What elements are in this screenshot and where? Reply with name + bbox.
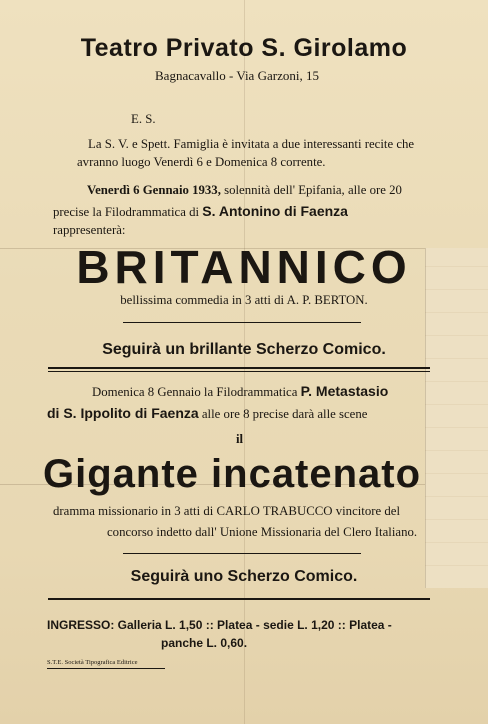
first-event-line-1 <box>87 183 402 198</box>
second-company-a: P. Metastasio <box>300 383 389 399</box>
first-followup: Seguirà un brillante Scherzo Comico. <box>102 341 386 358</box>
address: Bagnacavallo - Via Garzoni, 15 <box>155 68 319 83</box>
divider <box>47 668 165 669</box>
divider <box>48 367 430 369</box>
second-followup: Seguirà uno Scherzo Comico. <box>130 568 358 585</box>
first-event-date: Venerdì 6 Gennaio 1933, <box>87 183 221 197</box>
intro-line-2: avranno luogo Venerdì 6 e Domenica 8 corrente. <box>77 155 326 169</box>
second-desc-line-1: dramma missionario in 3 atti di CARLO TRABUCCO vincitore del <box>53 504 401 518</box>
second-company-b: di S. Ippolito di Faenza <box>47 405 199 421</box>
admission-line-2: panche L. 0,60. <box>161 636 248 650</box>
theatre-title: Teatro Privato S. Girolamo <box>80 34 408 62</box>
admission-line-1: INGRESSO: Galleria L. 1,50 :: Platea - sedie L. 1,20 :: Platea - <box>47 618 392 632</box>
divider <box>48 371 430 372</box>
first-event-line-3: rappresenterà: <box>53 223 126 237</box>
divider <box>123 553 361 554</box>
first-event-line-2-start: precise la Filodrammatica di <box>53 205 200 219</box>
first-company: S. Antonino di Faenza <box>202 203 348 219</box>
divider <box>123 322 361 323</box>
second-event-line-1-start: Domenica 8 Gennaio la Filodrammatica <box>92 385 298 399</box>
second-event-line-2-rest: alle ore 8 precise darà alle scene <box>201 407 368 421</box>
first-event-line-2 <box>53 203 348 220</box>
second-event-line-1 <box>92 383 388 400</box>
fold-line <box>244 0 245 724</box>
salutation: E. S. <box>131 112 156 126</box>
second-article: il <box>236 432 244 446</box>
second-desc-line-2: concorso indetto dall' Unione Missionaria del Clero Italiano. <box>107 525 418 539</box>
second-play-title: Gigante incatenato <box>43 452 422 496</box>
printer-credit: S.T.E. Società Tipografica Editrice <box>47 659 138 666</box>
first-play-description: bellissima commedia in 3 atti di A. P. BERTON. <box>120 293 368 307</box>
second-event-line-2 <box>47 405 367 422</box>
intro-line-1: La S. V. e Spett. Famiglia è invitata a due interessanti recite che <box>88 137 415 151</box>
first-event-line-1-rest: solennità dell' Epifania, alle ore 20 <box>224 183 402 197</box>
first-play-title: BRITANNICO <box>76 241 412 293</box>
divider <box>48 598 430 600</box>
